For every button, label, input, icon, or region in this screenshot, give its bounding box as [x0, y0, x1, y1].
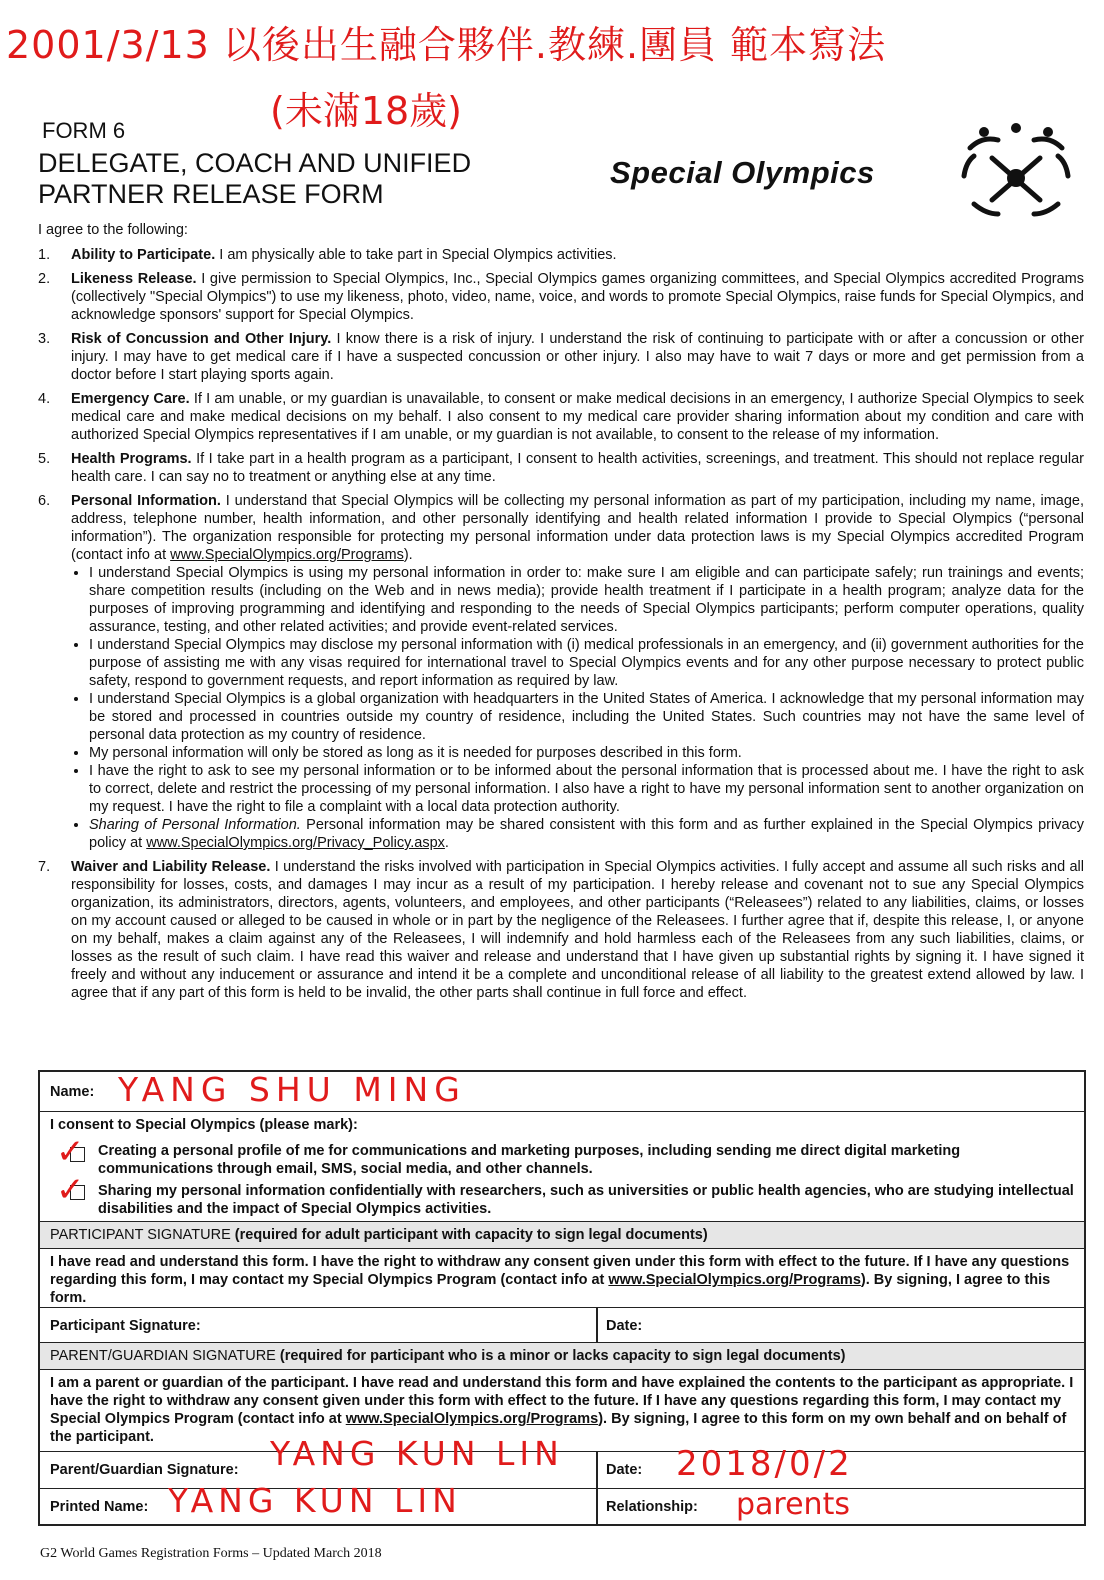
- bullet-text: Personal information may be shared consistent with this form and as further explained in the Special Olympics privacy policy at: [89, 817, 1085, 851]
- signature-box: [38, 1070, 1086, 1526]
- guardian-date[interactable]: 2018/0/2: [676, 1444, 853, 1484]
- item-7: [38, 858, 1084, 1002]
- agreement-items: [38, 246, 1084, 1008]
- item-5: [38, 450, 1084, 486]
- guardian-heading: PARENT/GUARDIAN SIGNATURE (required for participant who is a minor or lacks capacity to sign legal documents): [50, 1348, 846, 1364]
- participant-programs-link[interactable]: www.SpecialOlympics.org/Programs: [608, 1272, 861, 1288]
- consent-1-text: Creating a personal profile of me for communications and marketing purposes, including sending me direct digital marketing communications through email, SMS, social media, and other channels.: [98, 1143, 961, 1177]
- intro-text: I agree to the following:: [38, 222, 188, 238]
- guardian-date-label: Date:: [606, 1462, 643, 1478]
- guardian-signature[interactable]: YANG KUN LIN: [270, 1434, 564, 1473]
- item-1: [38, 246, 1084, 264]
- item-heading: Likeness Release.: [71, 271, 197, 287]
- item-text: If I am unable, or my guardian is unavailable, to consent or make medical decisions in an emergency, I authorize Special Olympics to seek medical care and make medical decisions on my behalf. I also consent to my medical care provider sharing information about my condition and care with authorized Special Olympics representatives if I am unable, or my guardian is not available, to consent to the release of my information.: [71, 391, 1084, 443]
- list-item: • I have the right to ask to see my personal information or to be informed about the personal information that is processed about me. I have the right to ask to correct, delete and restrict the processing of my personal information. I also have a right to have my personal information sent to another organization on my request. I have the right to file a complaint with a local data protection authority.: [89, 762, 1084, 816]
- form-title-line1: DELEGATE, COACH AND UNIFIED: [38, 148, 472, 178]
- guardian-programs-link[interactable]: www.SpecialOlympics.org/Programs: [345, 1411, 599, 1427]
- item-number: 1.: [38, 247, 51, 263]
- form-number: FORM 6: [42, 118, 126, 143]
- bullet-tail: .: [444, 835, 449, 851]
- list-item: • I understand Special Olympics is using my personal information in order to: make sure I am eligible and can participate safely; run trainings and events; share competition results (including on the Web and in news media); provide health treatment if I participate in a health program; analyze data for the purposes of improving programming and identifying and responding to the needs of Special Olympics participants; perform computer operations, quality assurance, testing, and other related activities; and provide event-related services.: [89, 564, 1084, 636]
- participant-signature-label: Participant Signature:: [50, 1318, 201, 1334]
- participant-heading: PARTICIPANT SIGNATURE (required for adult participant with capacity to sign legal documents): [50, 1227, 708, 1243]
- list-item: [89, 816, 1084, 852]
- item-2: [38, 270, 1084, 324]
- item-4: [38, 390, 1084, 444]
- footer-text: G2 World Games Registration Forms – Updated March 2018: [40, 1546, 382, 1561]
- item-text: I understand that Special Olympics will be collecting my personal information as part of my participation, including my name, image, address, telephone number, health information, and other personally identifying and health related information I provide to Special Olympics (“personal information”). The organization responsible for protecting my personal information under data protection laws is my Special Olympics accredited Program (contact info at: [71, 493, 1084, 563]
- item-number: 6.: [38, 493, 51, 509]
- participant-date-label: Date:: [606, 1318, 643, 1334]
- divider: [596, 1308, 598, 1343]
- consent-2-text: Sharing my personal information confidentially with researchers, such as universities or public health agencies, who are studying intellectual disabilities and the impact of Special Olympics activities.: [98, 1183, 1074, 1217]
- privacy-policy-link[interactable]: www.SpecialOlympics.org/Privacy_Policy.aspx: [146, 835, 445, 851]
- item-number: 4.: [38, 391, 51, 407]
- item-heading: Ability to Participate.: [71, 247, 216, 263]
- printed-name-label: Printed Name:: [50, 1499, 149, 1515]
- item-text: If I take part in a health program as a participant, I consent to health activities, screenings, and treatment. This should not replace regular health care. I can say no to treatment or anything else at any time.: [71, 451, 1084, 485]
- item-text: I give permission to Special Olympics, Inc., Special Olympics games organizing committees, and Special Olympics accredited Programs (collectively "Special Olympics") to use my likeness, photo, video, name, voice, and words to promote Special Olympics, raise funds for Special Olympics, and acknowledge sponsors' support for Special Olympics.: [71, 271, 1084, 323]
- item-heading: Health Programs.: [71, 451, 192, 467]
- divider: [596, 1489, 598, 1524]
- name-label: Name:: [50, 1084, 95, 1100]
- item-number: 5.: [38, 451, 51, 467]
- logo-wordmark: Special Olympics: [610, 155, 875, 190]
- personal-info-bullets: [71, 564, 1084, 852]
- item-heading: Waiver and Liability Release.: [71, 859, 271, 875]
- form-title: [38, 148, 471, 210]
- name-row: [40, 1072, 1084, 1112]
- form-title-line2: PARTNER RELEASE FORM: [38, 179, 384, 209]
- item-heading: Emergency Care.: [71, 391, 190, 407]
- special-olympics-logo-icon: [952, 118, 1080, 226]
- item-heading: Risk of Concussion and Other Injury.: [71, 331, 332, 347]
- item-number: 7.: [38, 859, 51, 875]
- list-item: • I understand Special Olympics may disclose my personal information with (i) medical professionals in an emergency, and (ii) government authorities for the purpose of assisting me with any visas required for international travel to Special Olympics events and for any other purpose necessary to protect public safety, respond to government requests, and report information as required by law.: [89, 636, 1084, 690]
- guardian-heading-row: [40, 1343, 1084, 1370]
- printed-name[interactable]: YANG KUN LIN: [168, 1481, 462, 1520]
- bullet-italic-head: Sharing of Personal Information.: [89, 817, 301, 833]
- item-text: I know there is a risk of injury. I understand the risk of continuing to participate with or after a concussion or other injury. I may have to get medical care if I have a suspected concussion or other injury. I also may have to wait 7 days or more and get permission from a doctor before I start playing sports again.: [71, 331, 1084, 383]
- relationship[interactable]: parents: [736, 1487, 850, 1522]
- item-heading: Personal Information.: [71, 493, 221, 509]
- participant-terms: I have read and understand this form. I have the right to withdraw any consent given under this form with effect to the future. If I have any questions regarding this form, I may contact my Special Olympics Program (contact info at www.SpecialOlympics.org/Programs). By signing, I agree to this form.: [50, 1254, 1070, 1306]
- item-text: I am physically able to take part in Special Olympics activities.: [219, 247, 617, 263]
- item-text-tail: ).: [403, 547, 413, 563]
- guardian-terms: I am a parent or guardian of the participant. I have read and understand this form and have explained the contents to the participant as appropriate. I have the right to withdraw any consent given under this form with effect to the future. If I have any questions regarding this form, I may contact my Special Olympics Program (contact info at www.SpecialOlympics.org/Programs). By signing, I agree to this form on my own behalf and on behalf of the participant.: [50, 1375, 1074, 1445]
- name-field[interactable]: YANG SHU MING: [118, 1070, 466, 1109]
- printed-name-row: [40, 1481, 1084, 1524]
- consent-label: I consent to Special Olympics (please mark):: [50, 1117, 358, 1133]
- check-mark-2: ✓: [56, 1170, 85, 1210]
- list-item: • My personal information will only be stored as long as it is needed for purposes described in this form.: [89, 744, 1084, 762]
- check-mark-1: ✓: [56, 1132, 85, 1172]
- programs-link[interactable]: www.SpecialOlympics.org/Programs: [170, 547, 404, 563]
- item-number: 3.: [38, 331, 51, 347]
- participant-heading-row: [40, 1222, 1084, 1249]
- item-text: I understand the risks involved with participation in Special Olympics activities. I fully accept and assume all such risks and all responsibility for losses, costs, and damages I may incur as a result of my participation. I hereby release and covenant not to sue any Special Olympics organization, its administrators, directors, agents, volunteers, and employees, and other participants (“Releasees”) related to any liabilities, claims, or losses on my account caused or alleged to be caused in whole or in part by the negligence of the Releasees. I further agree that if, despite this release, I, or anyone on my behalf, makes a claim against any of the Releasees, I will indemnify and hold harmless each of the Releasees from any such liabilities, claims, or losses as the result of such claim. I have read this waiver and release and understand that I have given up substantial rights by signing it. I have signed it freely and without any inducement or assurance and intend it be a complete and unconditional release of all liability to the greatest extend allowed by law. I agree that if any part of this form is held to be invalid, the other parts shall continue in full force and effect.: [71, 859, 1085, 1001]
- relationship-label: Relationship:: [606, 1499, 698, 1515]
- divider: [596, 1452, 598, 1489]
- guardian-signature-label: Parent/Guardian Signature:: [50, 1462, 239, 1478]
- handwritten-note-line2: (未滿18歲): [270, 89, 463, 133]
- list-item: • I understand Special Olympics is a global organization with headquarters in the United States of America. I acknowledge that my personal information may be stored and processed in countries outside my country of residence, including the United States. Such countries may not have the same level of personal data protection as my country of residence.: [89, 690, 1084, 744]
- item-number: 2.: [38, 271, 51, 287]
- handwritten-note-line1: 2001/3/13 以後出生融合夥伴.教練.團員 範本寫法: [6, 23, 887, 67]
- item-6: [38, 492, 1084, 852]
- participant-signature-row: [40, 1308, 1084, 1343]
- participant-terms-row: [40, 1249, 1084, 1308]
- consent-row: [40, 1112, 1084, 1222]
- item-3: [38, 330, 1084, 384]
